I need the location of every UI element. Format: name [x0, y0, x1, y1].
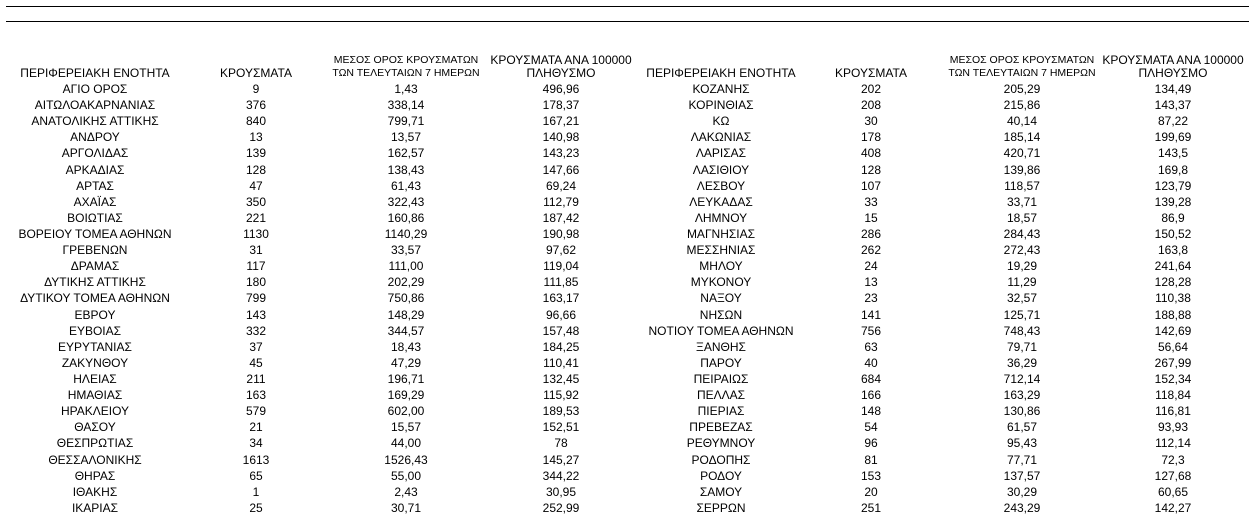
- average-cell: 55,00: [390, 468, 422, 483]
- region-cell: ΛΕΣΒΟΥ: [696, 178, 746, 193]
- region-cell: ΑΡΓΟΛΙΔΑΣ: [61, 146, 129, 161]
- per-100000-cell: 112,14: [1155, 436, 1191, 451]
- per-100000-cell: 60,65: [1157, 484, 1189, 499]
- average-cell: 137,57: [1003, 468, 1041, 483]
- per-100000-cell: 163,17: [542, 291, 580, 306]
- cases-cell: 34: [249, 436, 263, 451]
- cases-cell: 128: [860, 162, 882, 177]
- per-100000-cell: 142,27: [1154, 500, 1192, 515]
- cases-cell: 178: [860, 130, 882, 145]
- cases-cell: 579: [245, 404, 267, 419]
- region-cell: ΠΕΛΛΑΣ: [696, 388, 746, 403]
- cases-cell: 23: [864, 291, 878, 306]
- average-cell: 61,43: [390, 178, 422, 193]
- per-100000-cell: 150,52: [1154, 226, 1192, 241]
- average-cell: 77,71: [1006, 452, 1038, 467]
- average-cell: 130,86: [1003, 404, 1041, 419]
- average-cell: 1140,29: [384, 226, 428, 241]
- average-cell: 47,29: [390, 355, 422, 370]
- per-100000-cell: 167,21: [542, 114, 580, 129]
- average-cell: 118,57: [1004, 178, 1040, 193]
- header-cases-per-100000: ΚΡΟΥΣΜΑΤΑ ΑΝΑ 100000 ΠΛΗΘΥΣΜΟ: [1102, 53, 1244, 80]
- average-cell: 160,86: [387, 210, 425, 225]
- region-cell: ΑΝΑΤΟΛΙΚΗΣ ΑΤΤΙΚΗΣ: [31, 114, 159, 129]
- region-cell: ΖΑΚΥΝΘΟΥ: [61, 355, 129, 370]
- per-100000-cell: 132,45: [542, 371, 580, 386]
- cases-cell: 684: [860, 371, 882, 386]
- per-100000-cell: 140,98: [542, 130, 580, 145]
- region-cell: ΙΘΑΚΗΣ: [72, 484, 118, 499]
- region-cell: ΝΑΞΟΥ: [700, 291, 742, 306]
- region-cell: ΝΟΤΙΟΥ ΤΟΜΕΑ ΑΘΗΝΩΝ: [648, 323, 794, 338]
- cases-cell: 9: [252, 82, 260, 96]
- header-rule: [6, 21, 1249, 22]
- average-cell: 202,29: [387, 275, 425, 290]
- cases-cell: 13: [864, 275, 878, 290]
- cases-cell: 21: [249, 420, 263, 435]
- region-cell: ΠΕΙΡΑΙΩΣ: [693, 371, 749, 386]
- cases-cell: 408: [860, 146, 882, 161]
- top-rule: [6, 6, 1249, 7]
- per-100000-cell: 178,37: [542, 98, 580, 113]
- region-cell: ΑΡΤΑΣ: [76, 178, 114, 193]
- per-100000-cell: 145,27: [542, 452, 580, 467]
- region-cell: ΣΕΡΡΩΝ: [696, 500, 746, 515]
- region-cell: ΕΥΒΟΙΑΣ: [68, 323, 122, 338]
- average-cell: 33,57: [390, 243, 422, 258]
- cases-cell: 163: [245, 388, 267, 403]
- per-100000-cell: 142,69: [1154, 323, 1192, 338]
- region-cell: ΚΟΖΑΝΗΣ: [692, 82, 750, 96]
- region-cell: ΜΕΣΣΗΝΙΑΣ: [686, 243, 756, 258]
- cases-cell: 31: [249, 243, 263, 258]
- average-cell: 799,71: [387, 114, 425, 129]
- per-100000-cell: 199,69: [1154, 130, 1192, 145]
- average-cell: 163,29: [1003, 388, 1041, 403]
- region-cell: ΜΑΓΝΗΣΙΑΣ: [686, 226, 756, 241]
- average-cell: 18,57: [1006, 210, 1038, 225]
- average-cell: 185,14: [1003, 130, 1041, 145]
- per-100000-cell: 96,66: [545, 307, 577, 322]
- per-100000-cell: 69,24: [545, 178, 577, 193]
- average-cell: 748,43: [1003, 323, 1041, 338]
- per-100000-cell: 86,9: [1161, 210, 1185, 225]
- cases-cell: 15: [864, 210, 878, 225]
- header-region: ΠΕΡΙΦΕΡΕΙΑΚΗ ΕΝΟΤΗΤΑ: [646, 66, 796, 80]
- average-cell: 148,29: [387, 307, 425, 322]
- cases-cell: 350: [245, 194, 267, 209]
- average-cell: 162,57: [387, 146, 425, 161]
- average-cell: 44,00: [390, 436, 422, 451]
- region-cell: ΙΚΑΡΙΑΣ: [71, 500, 119, 515]
- per-100000-cell: 152,34: [1154, 371, 1192, 386]
- cases-cell: 25: [249, 500, 263, 515]
- region-cell: ΔΥΤΙΚΟΥ ΤΟΜΕΑ ΑΘΗΝΩΝ: [20, 291, 170, 306]
- average-cell: 138,43: [387, 162, 425, 177]
- per-100000-cell: 87,22: [1157, 114, 1189, 129]
- cases-cell: 332: [245, 323, 267, 338]
- region-cell: ΘΗΡΑΣ: [74, 468, 116, 483]
- cases-cell: 65: [249, 468, 263, 483]
- region-cell: ΛΑΚΩΝΙΑΣ: [690, 130, 752, 145]
- cases-cell: 1130: [243, 226, 269, 241]
- header-average-7-days: ΜΕΣΟΣ ΟΡΟΣ ΚΡΟΥΣΜΑΤΩΝ ΤΩΝ ΤΕΛΕΥΤΑΙΩΝ 7 ΗΜΕΡΩΝ: [332, 54, 480, 79]
- cases-cell: 81: [864, 452, 878, 467]
- cases-cell: 202: [860, 82, 882, 96]
- per-100000-cell: 241,64: [1154, 259, 1192, 274]
- cases-cell: 107: [860, 178, 882, 193]
- per-100000-cell: 184,25: [542, 339, 580, 354]
- per-100000-cell: 344,22: [542, 468, 580, 483]
- region-cell: ΗΛΕΙΑΣ: [73, 371, 117, 386]
- average-cell: 30,71: [390, 500, 422, 515]
- average-cell: 272,43: [1003, 243, 1041, 258]
- average-cell: 40,14: [1006, 114, 1038, 129]
- cases-cell: 1613: [242, 452, 270, 467]
- cases-cell: 139: [245, 146, 267, 161]
- region-cell: ΡΟΔΟΠΗΣ: [691, 452, 751, 467]
- cases-cell: 148: [860, 404, 882, 419]
- per-100000-cell: 56,64: [1157, 339, 1189, 354]
- region-cell: ΗΜΑΘΙΑΣ: [67, 388, 123, 403]
- region-cell: ΗΡΑΚΛΕΙΟΥ: [60, 404, 130, 419]
- region-cell: ΑΝΔΡΟΥ: [70, 130, 120, 145]
- region-cell: ΛΗΜΝΟΥ: [694, 210, 748, 225]
- per-100000-cell: 134,49: [1154, 82, 1192, 96]
- region-cell: ΘΕΣΣΑΛΟΝΙΚΗΣ: [48, 452, 142, 467]
- average-cell: 36,29: [1006, 355, 1038, 370]
- region-cell: ΛΑΣΙΘΙΟΥ: [692, 162, 750, 177]
- region-cell: ΠΡΕΒΕΖΑΣ: [689, 420, 753, 435]
- average-cell: 420,71: [1003, 146, 1041, 161]
- per-100000-cell: 93,93: [1157, 420, 1189, 435]
- cases-cell: 45: [249, 355, 263, 370]
- region-cell: ΓΡΕΒΕΝΩΝ: [62, 243, 128, 258]
- average-cell: 11,29: [1007, 275, 1037, 290]
- header-cases: ΚΡΟΥΣΜΑΤΑ: [220, 66, 292, 80]
- cases-cell: 141: [860, 307, 882, 322]
- per-100000-cell: 152,51: [542, 420, 580, 435]
- per-100000-cell: 123,79: [1154, 178, 1192, 193]
- average-cell: 139,86: [1003, 162, 1041, 177]
- region-cell: ΕΒΡΟΥ: [74, 307, 116, 322]
- cases-cell: 840: [245, 114, 267, 129]
- cases-cell: 30: [864, 114, 878, 129]
- average-cell: 19,29: [1006, 259, 1038, 274]
- region-cell: ΘΑΣΟΥ: [74, 420, 116, 435]
- average-cell: 125,71: [1003, 307, 1041, 322]
- average-cell: 61,57: [1006, 420, 1038, 435]
- cases-cell: 208: [860, 98, 882, 113]
- cases-cell: 47: [249, 178, 263, 193]
- cases-cell: 40: [864, 355, 878, 370]
- cases-cell: 180: [245, 275, 267, 290]
- cases-cell: 24: [864, 259, 878, 274]
- region-cell: ΜΥΚΟΝΟΥ: [690, 275, 752, 290]
- per-100000-cell: 110,41: [543, 355, 579, 370]
- average-cell: 322,43: [387, 194, 425, 209]
- average-cell: 284,43: [1003, 226, 1041, 241]
- per-100000-cell: 139,28: [1154, 194, 1192, 209]
- per-100000-cell: 30,95: [545, 484, 577, 499]
- region-cell: ΒΟΙΩΤΙΑΣ: [67, 210, 123, 225]
- average-cell: 1526,43: [384, 452, 428, 467]
- per-100000-cell: 189,53: [542, 404, 580, 419]
- cases-cell: 153: [860, 468, 882, 483]
- cases-cell: 262: [860, 243, 882, 258]
- cases-cell: 166: [860, 388, 882, 403]
- region-cell: ΠΑΡΟΥ: [700, 355, 742, 370]
- average-cell: 18,43: [390, 339, 422, 354]
- cases-cell: 286: [860, 226, 882, 241]
- average-cell: 750,86: [387, 291, 425, 306]
- per-100000-cell: 157,48: [542, 323, 580, 338]
- average-cell: 79,71: [1006, 339, 1038, 354]
- average-cell: 215,86: [1003, 98, 1041, 113]
- per-100000-cell: 111,85: [543, 275, 579, 290]
- average-cell: 602,00: [387, 404, 425, 419]
- per-100000-cell: 112,79: [543, 194, 579, 209]
- header-cases: ΚΡΟΥΣΜΑΤΑ: [835, 66, 907, 80]
- per-100000-cell: 127,68: [1154, 468, 1192, 483]
- region-cell: ΑΡΚΑΔΙΑΣ: [65, 162, 125, 177]
- header-region: ΠΕΡΙΦΕΡΕΙΑΚΗ ΕΝΟΤΗΤΑ: [20, 66, 170, 80]
- per-100000-cell: 163,8: [1157, 243, 1189, 258]
- cases-cell: 376: [245, 98, 267, 113]
- cases-cell: 799: [245, 291, 267, 306]
- per-100000-cell: 252,99: [542, 500, 580, 515]
- per-100000-cell: 78: [554, 436, 568, 451]
- average-cell: 169,29: [387, 388, 425, 403]
- per-100000-cell: 143,5: [1157, 146, 1189, 161]
- cases-cell: 96: [864, 436, 878, 451]
- region-cell: ΑΧΑΪΑΣ: [73, 194, 117, 209]
- cases-cell: 211: [246, 371, 266, 386]
- header-cases-per-100000: ΚΡΟΥΣΜΑΤΑ ΑΝΑ 100000 ΠΛΗΘΥΣΜΟ: [490, 53, 632, 80]
- region-cell: ΞΑΝΘΗΣ: [696, 339, 746, 354]
- average-cell: 30,29: [1006, 484, 1038, 499]
- per-100000-cell: 267,99: [1154, 355, 1192, 370]
- cases-cell: 251: [860, 500, 882, 515]
- per-100000-cell: 169,8: [1157, 162, 1189, 177]
- cases-cell: 63: [864, 339, 878, 354]
- average-cell: 2,43: [394, 484, 418, 499]
- average-cell: 338,14: [387, 98, 425, 113]
- average-cell: 13,57: [390, 130, 422, 145]
- region-cell: ΜΗΛΟΥ: [699, 259, 743, 274]
- per-100000-cell: 119,04: [543, 259, 579, 274]
- per-100000-cell: 97,62: [545, 243, 577, 258]
- region-cell: ΣΑΜΟΥ: [699, 484, 743, 499]
- average-cell: 111,00: [388, 259, 424, 274]
- region-cell: ΠΙΕΡΙΑΣ: [697, 404, 745, 419]
- region-cell: ΝΗΣΩΝ: [699, 307, 743, 322]
- region-cell: ΡΕΘΥΜΝΟΥ: [686, 436, 756, 451]
- region-cell: ΚΩ: [712, 114, 730, 129]
- average-cell: 32,57: [1006, 291, 1038, 306]
- region-cell: ΡΟΔΟΥ: [700, 468, 742, 483]
- region-cell: ΑΓΙΟ ΟΡΟΣ: [62, 82, 128, 96]
- cases-cell: 1: [252, 484, 260, 499]
- region-cell: ΔΡΑΜΑΣ: [70, 259, 120, 274]
- per-100000-cell: 188,88: [1154, 307, 1192, 322]
- average-cell: 344,57: [387, 323, 425, 338]
- cases-cell: 221: [245, 210, 267, 225]
- average-cell: 196,71: [387, 371, 425, 386]
- per-100000-cell: 116,81: [1155, 404, 1191, 419]
- average-cell: 95,43: [1006, 436, 1038, 451]
- per-100000-cell: 118,84: [1155, 388, 1191, 403]
- region-cell: ΕΥΡΥΤΑΝΙΑΣ: [58, 339, 132, 354]
- cases-cell: 13: [249, 130, 263, 145]
- average-cell: 205,29: [1003, 82, 1041, 96]
- cases-cell: 143: [245, 307, 267, 322]
- per-100000-cell: 190,98: [542, 226, 580, 241]
- cases-cell: 128: [245, 162, 267, 177]
- cases-cell: 756: [860, 323, 882, 338]
- per-100000-cell: 143,37: [1154, 98, 1192, 113]
- cases-cell: 54: [864, 420, 878, 435]
- region-cell: ΘΕΣΠΡΩΤΙΑΣ: [56, 436, 134, 451]
- per-100000-cell: 110,38: [1155, 291, 1191, 306]
- per-100000-cell: 143,23: [542, 146, 580, 161]
- average-cell: 15,57: [390, 420, 422, 435]
- per-100000-cell: 187,42: [542, 210, 580, 225]
- region-cell: ΔΥΤΙΚΗΣ ΑΤΤΙΚΗΣ: [44, 275, 146, 290]
- cases-cell: 20: [864, 484, 878, 499]
- region-cell: ΛΑΡΙΣΑΣ: [695, 146, 747, 161]
- per-100000-cell: 128,28: [1154, 275, 1192, 290]
- per-100000-cell: 72,3: [1161, 452, 1185, 467]
- cases-cell: 117: [246, 259, 266, 274]
- region-cell: ΑΙΤΩΛΟΑΚΑΡΝΑΝΙΑΣ: [34, 98, 156, 113]
- region-cell: ΛΕΥΚΑΔΑΣ: [689, 194, 753, 209]
- average-cell: 1,43: [394, 82, 418, 96]
- header-average-7-days: ΜΕΣΟΣ ΟΡΟΣ ΚΡΟΥΣΜΑΤΩΝ ΤΩΝ ΤΕΛΕΥΤΑΙΩΝ 7 ΗΜΕΡΩΝ: [948, 54, 1096, 79]
- region-cell: ΒΟΡΕΙΟΥ ΤΟΜΕΑ ΑΘΗΝΩΝ: [18, 226, 172, 241]
- average-cell: 33,71: [1006, 194, 1038, 209]
- cases-cell: 33: [864, 194, 878, 209]
- average-cell: 712,14: [1003, 371, 1041, 386]
- per-100000-cell: 147,66: [542, 162, 580, 177]
- per-100000-cell: 115,92: [543, 388, 579, 403]
- region-cell: ΚΟΡΙΝΘΙΑΣ: [688, 98, 754, 113]
- cases-cell: 37: [249, 339, 263, 354]
- average-cell: 243,29: [1003, 500, 1041, 515]
- per-100000-cell: 496,96: [542, 82, 580, 96]
